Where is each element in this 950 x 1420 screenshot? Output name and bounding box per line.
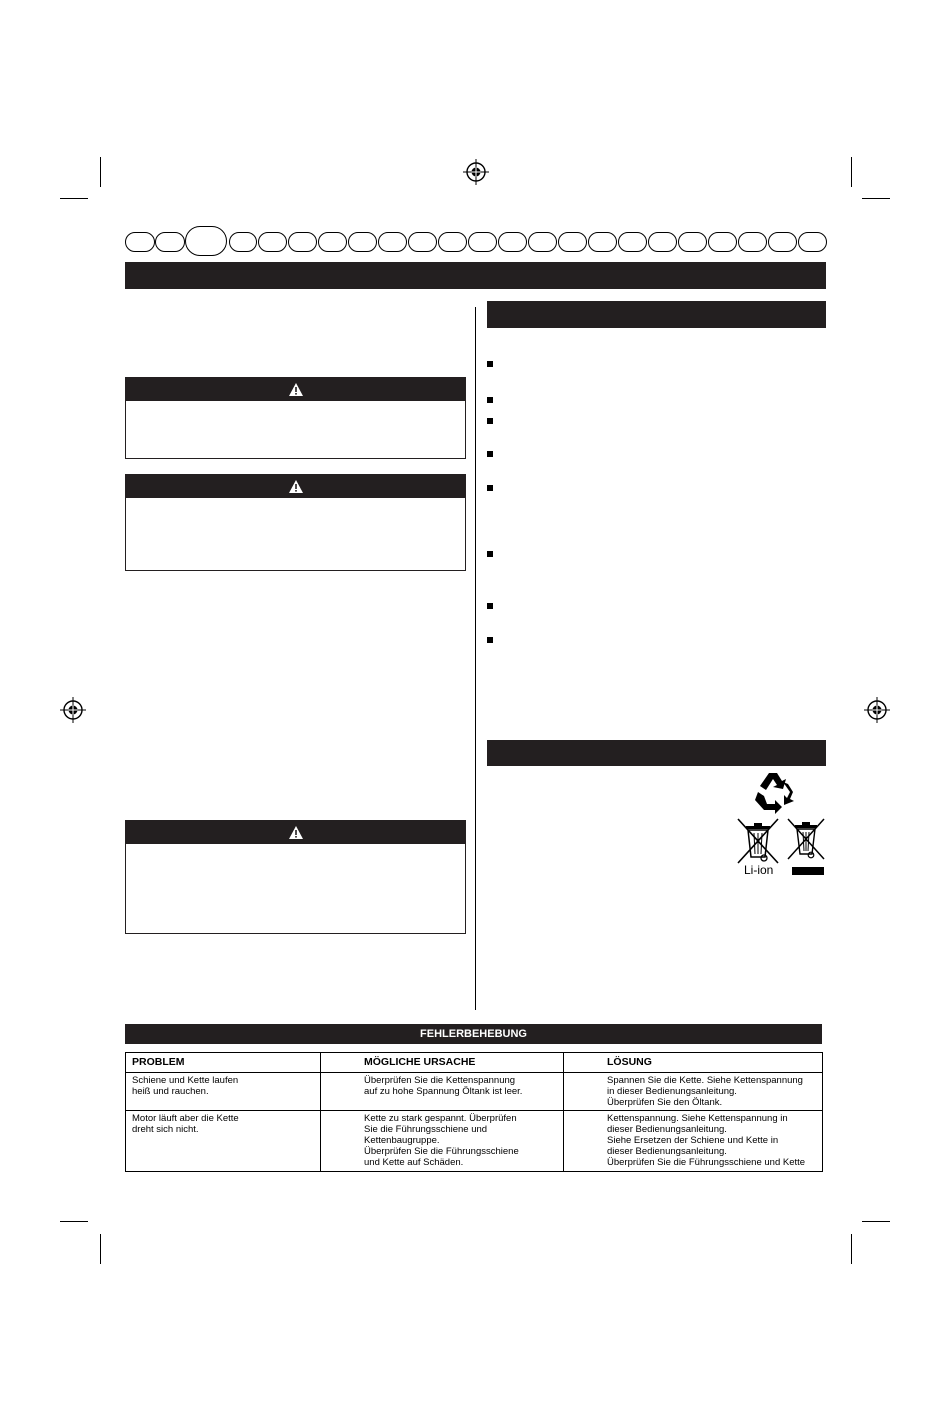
crop-mark: [862, 1221, 890, 1222]
language-tab: [125, 232, 155, 252]
language-tab: [408, 232, 437, 252]
cause-cell: Überprüfen Sie die Kettenspannung auf zu hohe Spannung Öltank ist leer.: [321, 1073, 564, 1111]
problem-cell: Motor läuft aber die Kette dreht sich nicht.: [126, 1111, 321, 1172]
bullet-marker: [487, 418, 493, 424]
solution-cell: Kettenspannung. Siehe Kettenspannung in dieser Bedienungsanleitung. Siehe Ersetzen der Schiene und Kette in dieser Bedienungsanleitung. Überprüfen Sie die Führungsschiene und Kette: [564, 1111, 823, 1172]
language-tab: [648, 232, 677, 252]
language-tab: [258, 232, 287, 252]
crossed-bin-icon: [786, 817, 826, 861]
language-tab: [378, 232, 407, 252]
crossed-bin-icon: [736, 817, 780, 865]
language-tab: [348, 232, 377, 252]
cause-cell: Kette zu stark gespannt. Überprüfen Sie die Führungsschiene und Kettenbaugruppe. Überprüfen Sie die Führungsschiene und Kette auf Schäden.: [321, 1111, 564, 1172]
warning-box: [125, 474, 466, 571]
section-header-bar: [125, 262, 826, 289]
maintenance-header-bar: [487, 301, 826, 328]
column-header-problem: PROBLEM: [126, 1053, 321, 1073]
troubleshooting-table: [125, 1052, 823, 1172]
language-tab: [588, 232, 617, 252]
bullet-marker: [487, 361, 493, 367]
crop-mark: [60, 198, 88, 199]
language-tab: [678, 232, 707, 252]
battery-type-label: Li-ion: [744, 863, 774, 877]
language-tab: [438, 232, 467, 252]
bullet-marker: [487, 637, 493, 643]
column-divider: [475, 307, 476, 1010]
language-tab: [738, 232, 767, 252]
warning-box-header: [126, 378, 465, 401]
solution-cell: Spannen Sie die Kette. Siehe Kettenspannung in dieser Bedienungsanleitung. Überprüfen Sie den Öltank.: [564, 1073, 823, 1111]
column-header-solution: LÖSUNG: [564, 1053, 823, 1073]
language-tab: [798, 232, 827, 252]
language-tab: [558, 232, 587, 252]
bullet-marker: [487, 551, 493, 557]
warning-box: [125, 820, 466, 934]
warning-triangle-icon: [288, 479, 304, 494]
language-tab: [618, 232, 647, 252]
warning-triangle-icon: [288, 382, 304, 397]
table-row: [126, 1073, 823, 1111]
language-tab: [768, 232, 797, 252]
language-tabs: [125, 232, 826, 252]
language-tab: [229, 232, 257, 252]
crop-mark: [100, 157, 101, 187]
crop-mark: [851, 1234, 852, 1264]
bullet-marker: [487, 485, 493, 491]
separate-collection-bar: [792, 867, 824, 875]
environment-header-bar: [487, 740, 826, 766]
bullet-marker: [487, 603, 493, 609]
crop-mark: [851, 157, 852, 187]
crop-mark: [100, 1234, 101, 1264]
table-header-row: [126, 1053, 823, 1073]
language-tab-active: [185, 226, 227, 256]
crop-mark: [60, 1221, 88, 1222]
crop-mark: [862, 198, 890, 199]
language-tab: [288, 232, 317, 252]
registration-mark-icon: [463, 159, 489, 185]
troubleshooting-title: FEHLERBEHEBUNG: [125, 1024, 822, 1044]
bullet-marker: [487, 397, 493, 403]
problem-cell: Schiene und Kette laufen heiß und rauchen.: [126, 1073, 321, 1111]
bullet-marker: [487, 451, 493, 457]
recycle-icon: [752, 770, 800, 814]
language-tab: [468, 232, 497, 252]
warning-box-header: [126, 475, 465, 498]
language-tab: [155, 232, 185, 252]
language-tab: [528, 232, 557, 252]
language-tab: [708, 232, 737, 252]
registration-mark-icon: [864, 697, 890, 723]
registration-mark-icon: [60, 697, 86, 723]
warning-triangle-icon: [288, 825, 304, 840]
warning-box-header: [126, 821, 465, 844]
language-tab: [498, 232, 527, 252]
column-header-cause: MÖGLICHE URSACHE: [321, 1053, 564, 1073]
language-tab: [318, 232, 347, 252]
table-row: [126, 1111, 823, 1172]
warning-box: [125, 377, 466, 459]
